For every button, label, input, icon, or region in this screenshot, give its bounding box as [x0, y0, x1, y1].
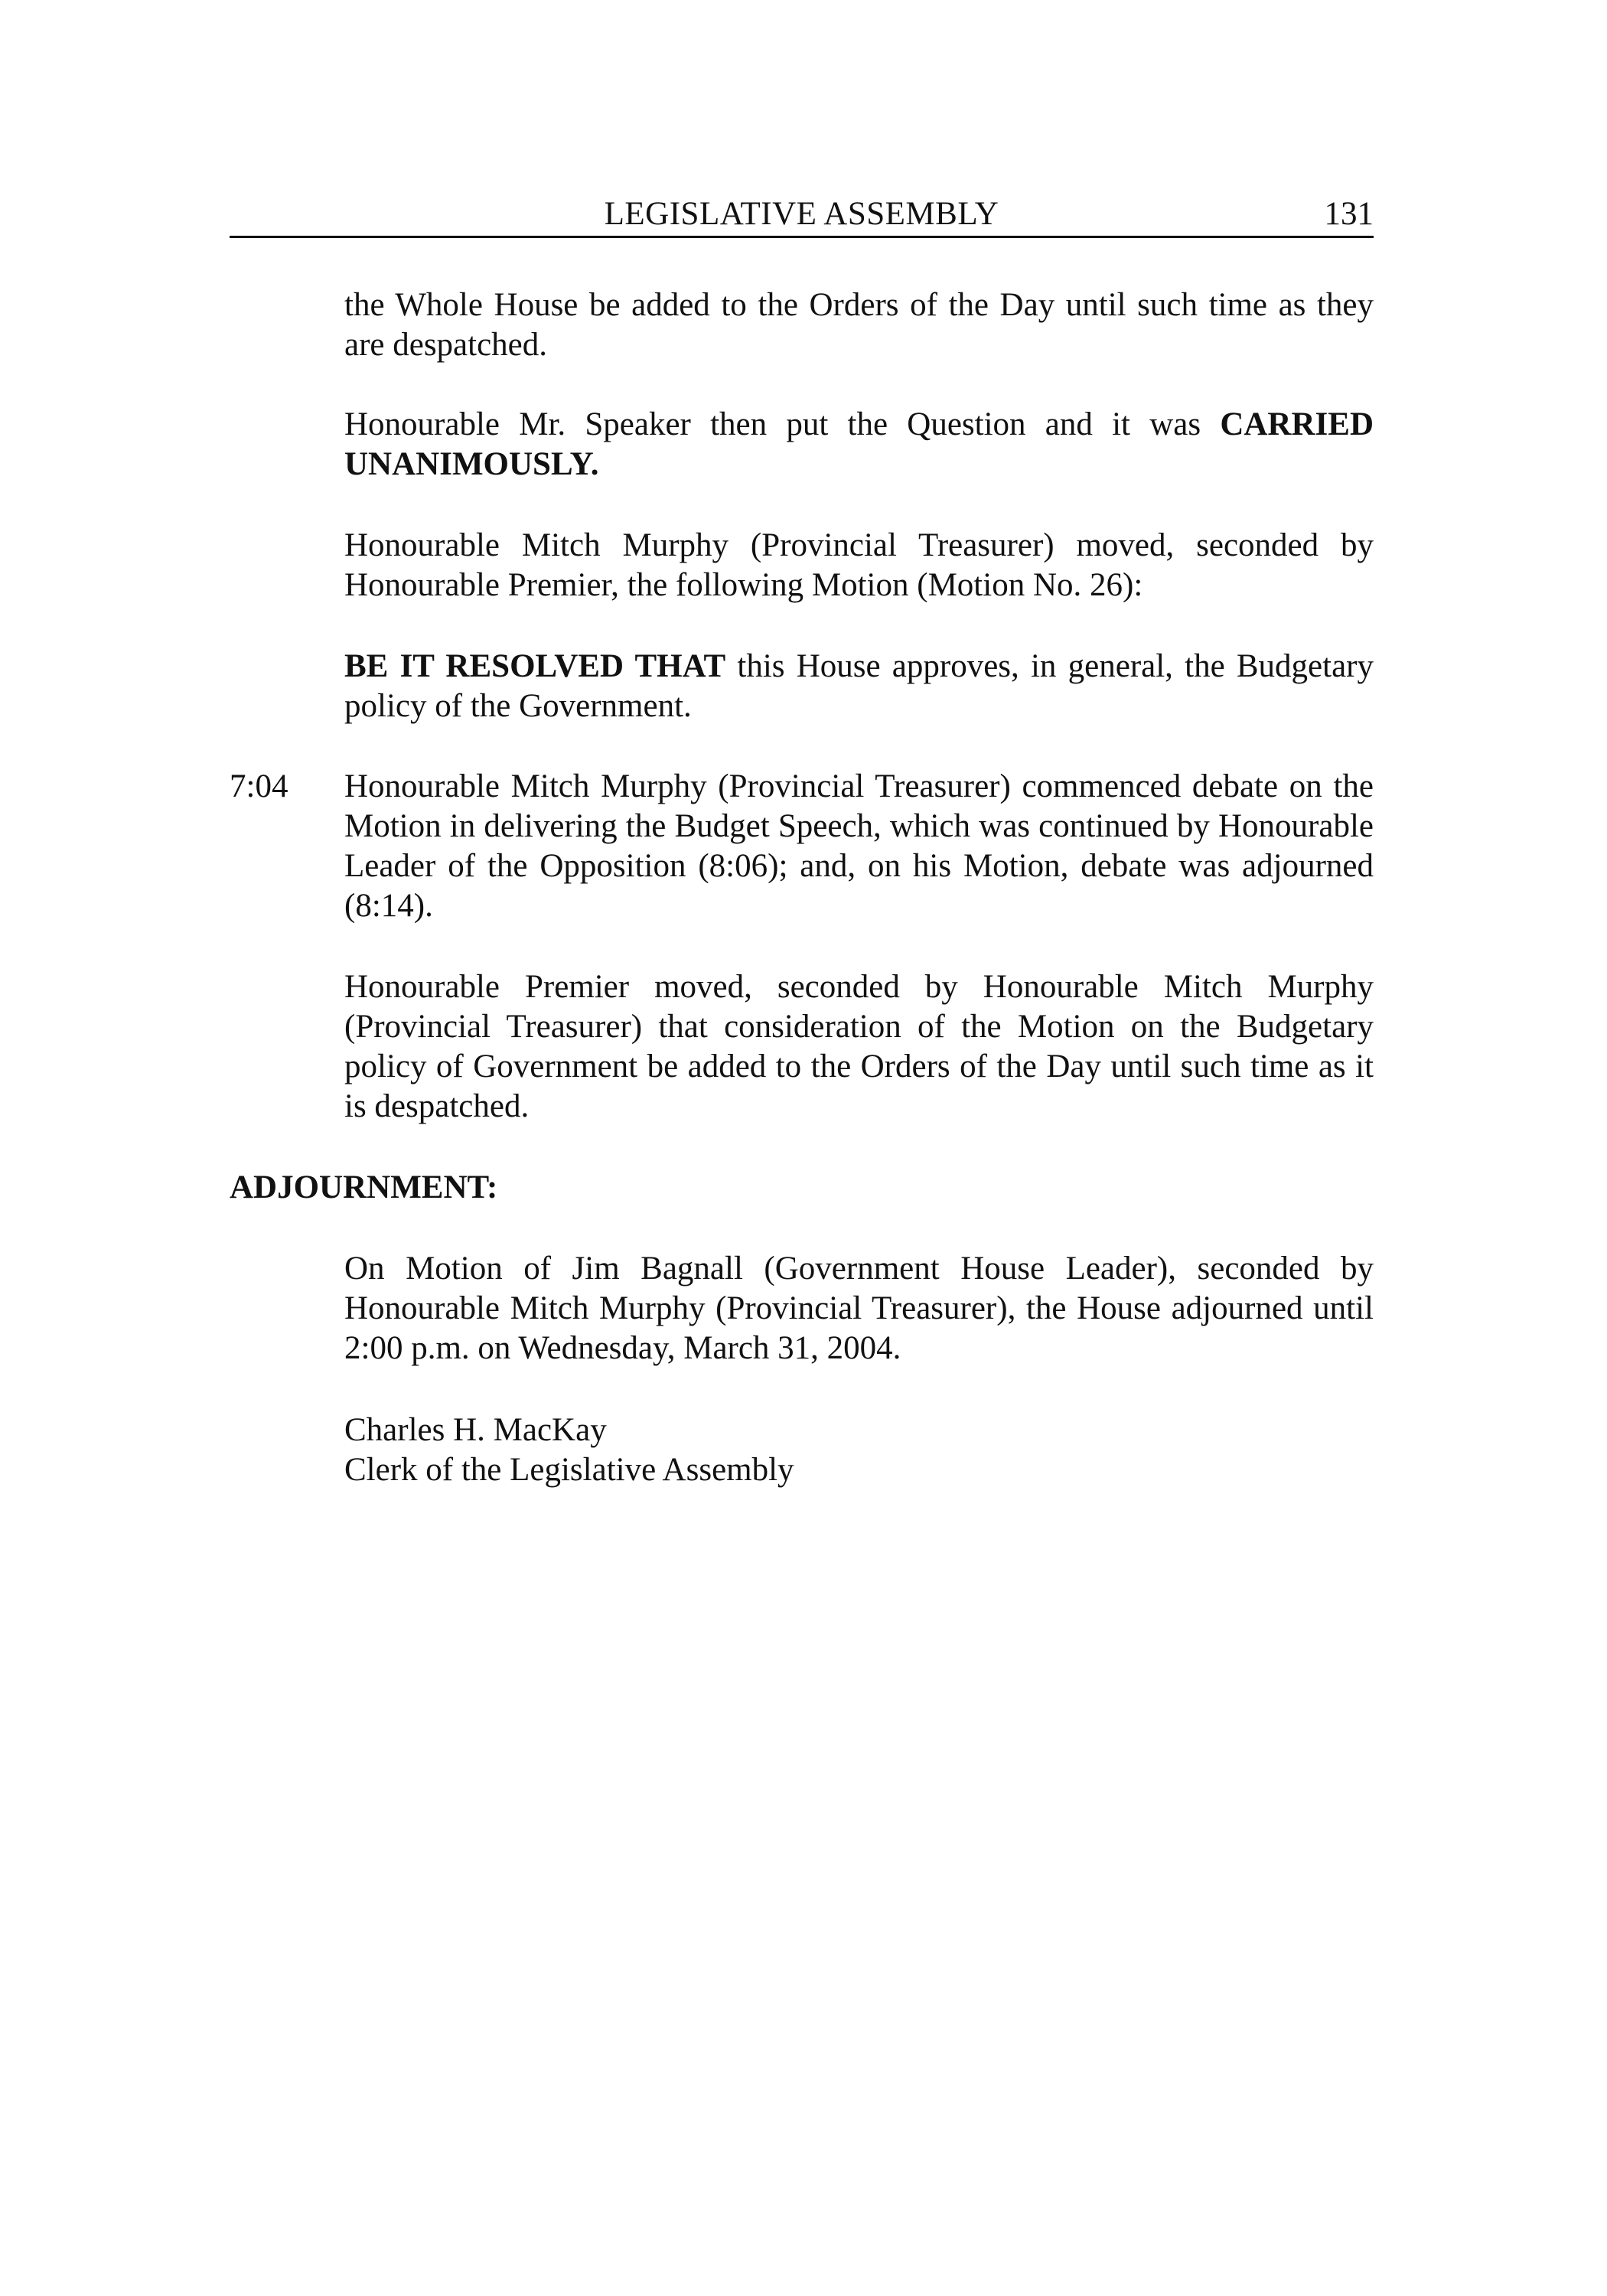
paragraph-speaker-question	[344, 405, 1374, 484]
paragraph-whole-house: the Whole House be added to the Orders of the Day until such time as they are despatched.	[344, 287, 1374, 363]
be-it-resolved: BE IT RESOLVED THAT	[344, 648, 726, 684]
paragraph-budget-speech: Honourable Mitch Murphy (Provincial Treasurer) commenced debate on the Motion in delivering the Budget Speech, which was continued by Honourable Leader of the Opposition (8:06); and, on his Motion, debate was adjourned (8:14).	[344, 768, 1374, 924]
resolution-text: this House approves, in general, the Budgetary policy of the Government.	[344, 648, 1374, 724]
paragraph-resolution	[344, 647, 1374, 726]
paragraph-motion-26: Honourable Mitch Murphy (Provincial Treasurer) moved, seconded by Honourable Premier, the following Motion (Motion No. 26):	[344, 527, 1374, 603]
page-header	[230, 193, 1374, 238]
speaker-question-text: Honourable Mr. Speaker then put the Question and it was	[344, 406, 1221, 442]
signature-name: Charles H. MacKay	[344, 1412, 607, 1448]
carried-unanimously: CARRIED UNANIMOUSLY.	[344, 406, 1374, 482]
adjournment-heading: ADJOURNMENT:	[230, 1169, 498, 1205]
signature-title: Clerk of the Legislative Assembly	[344, 1452, 794, 1488]
page-number: 131	[1324, 196, 1374, 232]
time-stamp: 7:04	[230, 768, 288, 804]
paragraph-adjournment: On Motion of Jim Bagnall (Government House Leader), seconded by Honourable Mitch Murphy (Provincial Treasurer), the House adjourned until 2:00 p.m. on Wednesday, March 31, 2004.	[344, 1251, 1374, 1366]
paragraph-premier-moved: Honourable Premier moved, seconded by Honourable Mitch Murphy (Provincial Treasurer) that consideration of the Motion on the Budgetary policy of Government be added to the Orders of the Day until such time as it is despatched.	[344, 969, 1374, 1124]
header-title: LEGISLATIVE ASSEMBLY	[604, 196, 999, 232]
